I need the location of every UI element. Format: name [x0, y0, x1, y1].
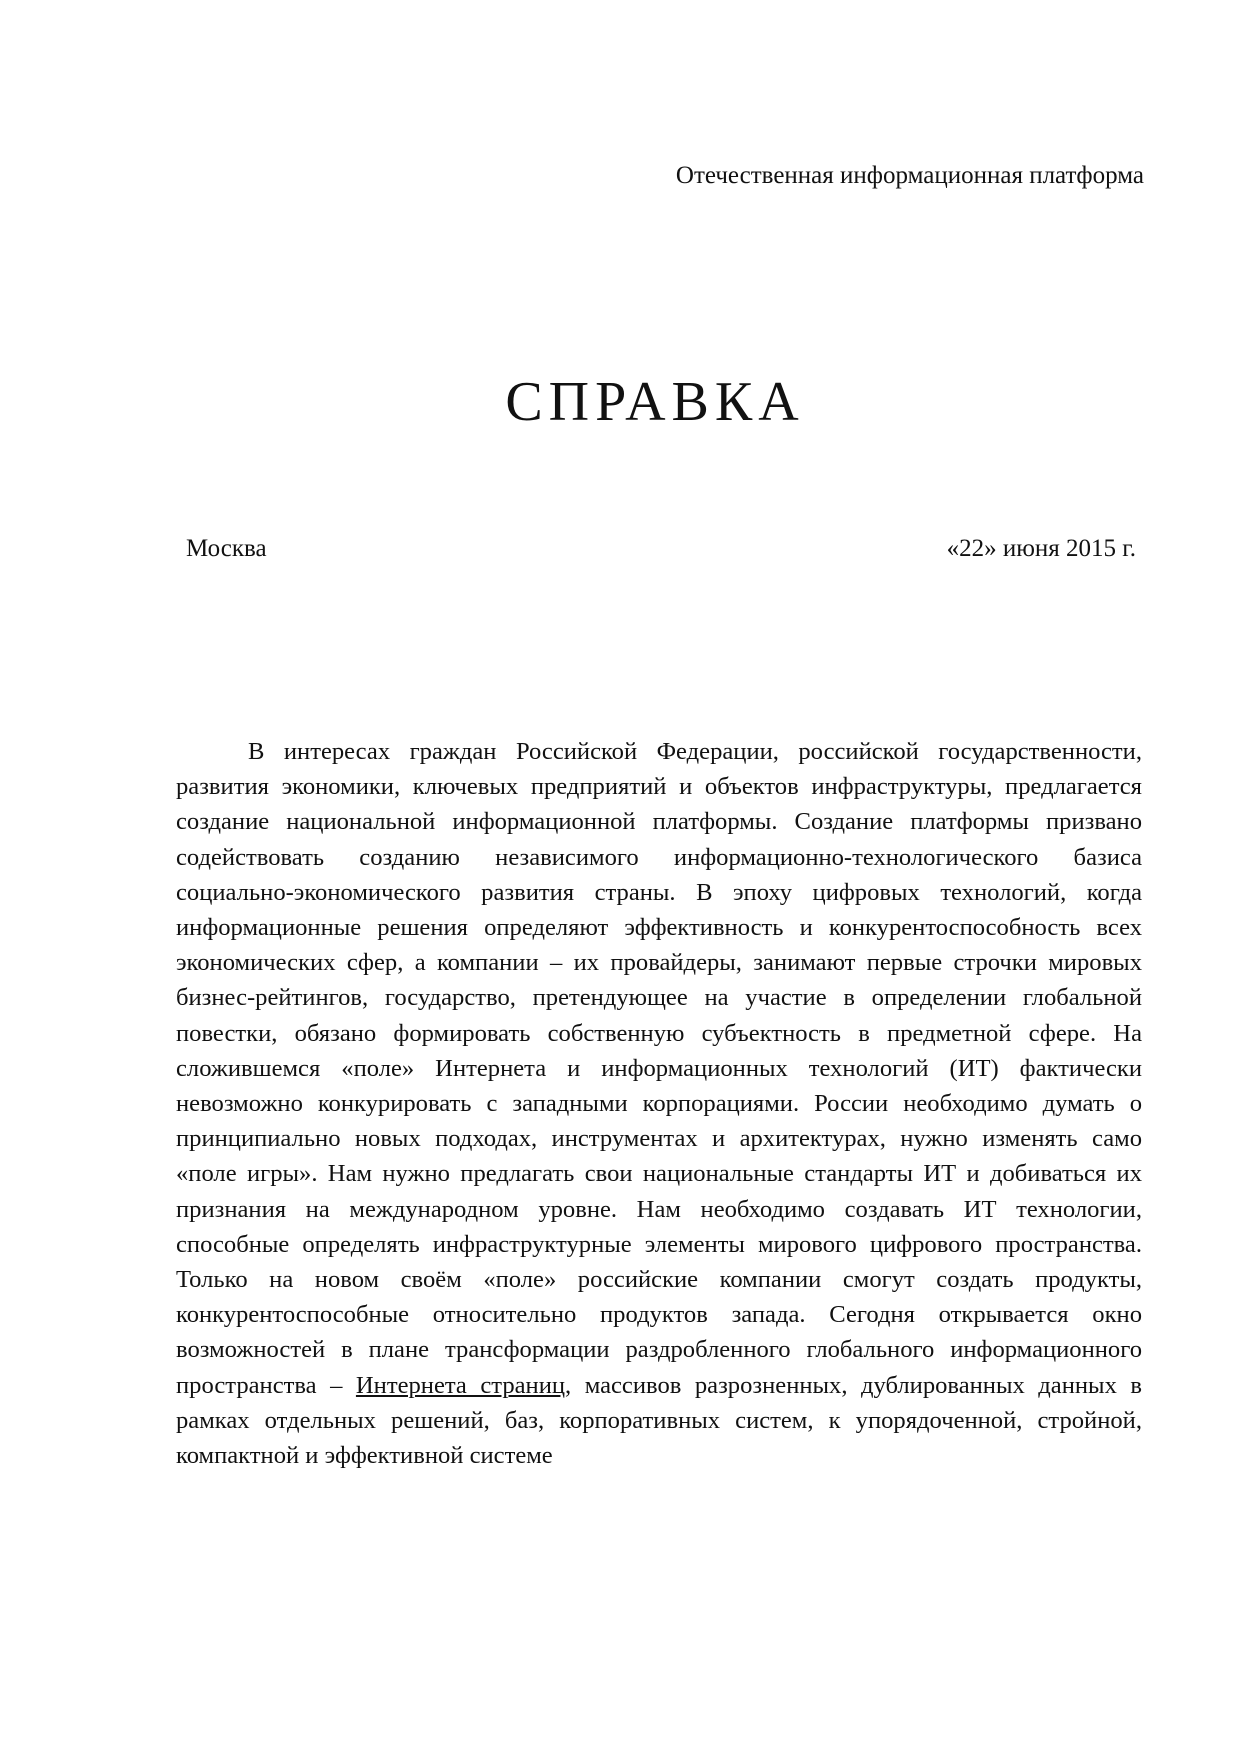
body-text-part-2: , массивов разрозненных, дублированных данных в рамках отдельных решений, баз, корпоративных систем, к упорядоченной, стройной, компактной и эффективной системе	[176, 1371, 1142, 1470]
organization-name: Отечественная информационная платформа	[675, 162, 1144, 189]
document-place: Москва	[186, 535, 267, 562]
body-paragraph	[176, 734, 1142, 1473]
internet-pages-link[interactable]: Интернета страниц	[355, 1371, 566, 1399]
document-title: СПРАВКА	[505, 371, 805, 433]
body-text-part-1: В интересах граждан Российской Федерации, российской государственности, развития экономики, ключевых предприятий и объектов инфраструктуры, предлагается создание национальной информационной платформы. Создание платформы призвано содействовать созданию независимого информационно-технологического базиса социально-экономического развития страны. В эпоху цифровых технологий, когда информационные решения определяют эффективность и конкурентоспособность всех экономических сфер, а компании – их провайдеры, занимают первые строчки мировых бизнес-рейтингов, государство, претендующее на участие в определении глобальной повестки, обязано формировать собственную субъектность в предметной сфере. На сложившемся «поле» Интернета и информационных технологий (ИТ) фактически невозможно конкурировать с западными корпорациями. России необходимо думать о принципиально новых подходах, инструментах и архитектурах, нужно изменять само «поле игры». Нам нужно предлагать свои национальные стандарты ИТ и добиваться их признания на международном уровне. Нам необходимо создавать ИТ технологии, способные определять инфраструктурные элементы мирового цифрового пространства. Только на новом своём «поле» российские компании смогут создать продукты, конкурентоспособные относительно продуктов запада. Сегодня открывается окно возможностей в плане трансформации раздробленного глобального информационного пространства –	[176, 738, 1142, 1399]
document-date: «22» июня 2015 г.	[946, 535, 1136, 562]
